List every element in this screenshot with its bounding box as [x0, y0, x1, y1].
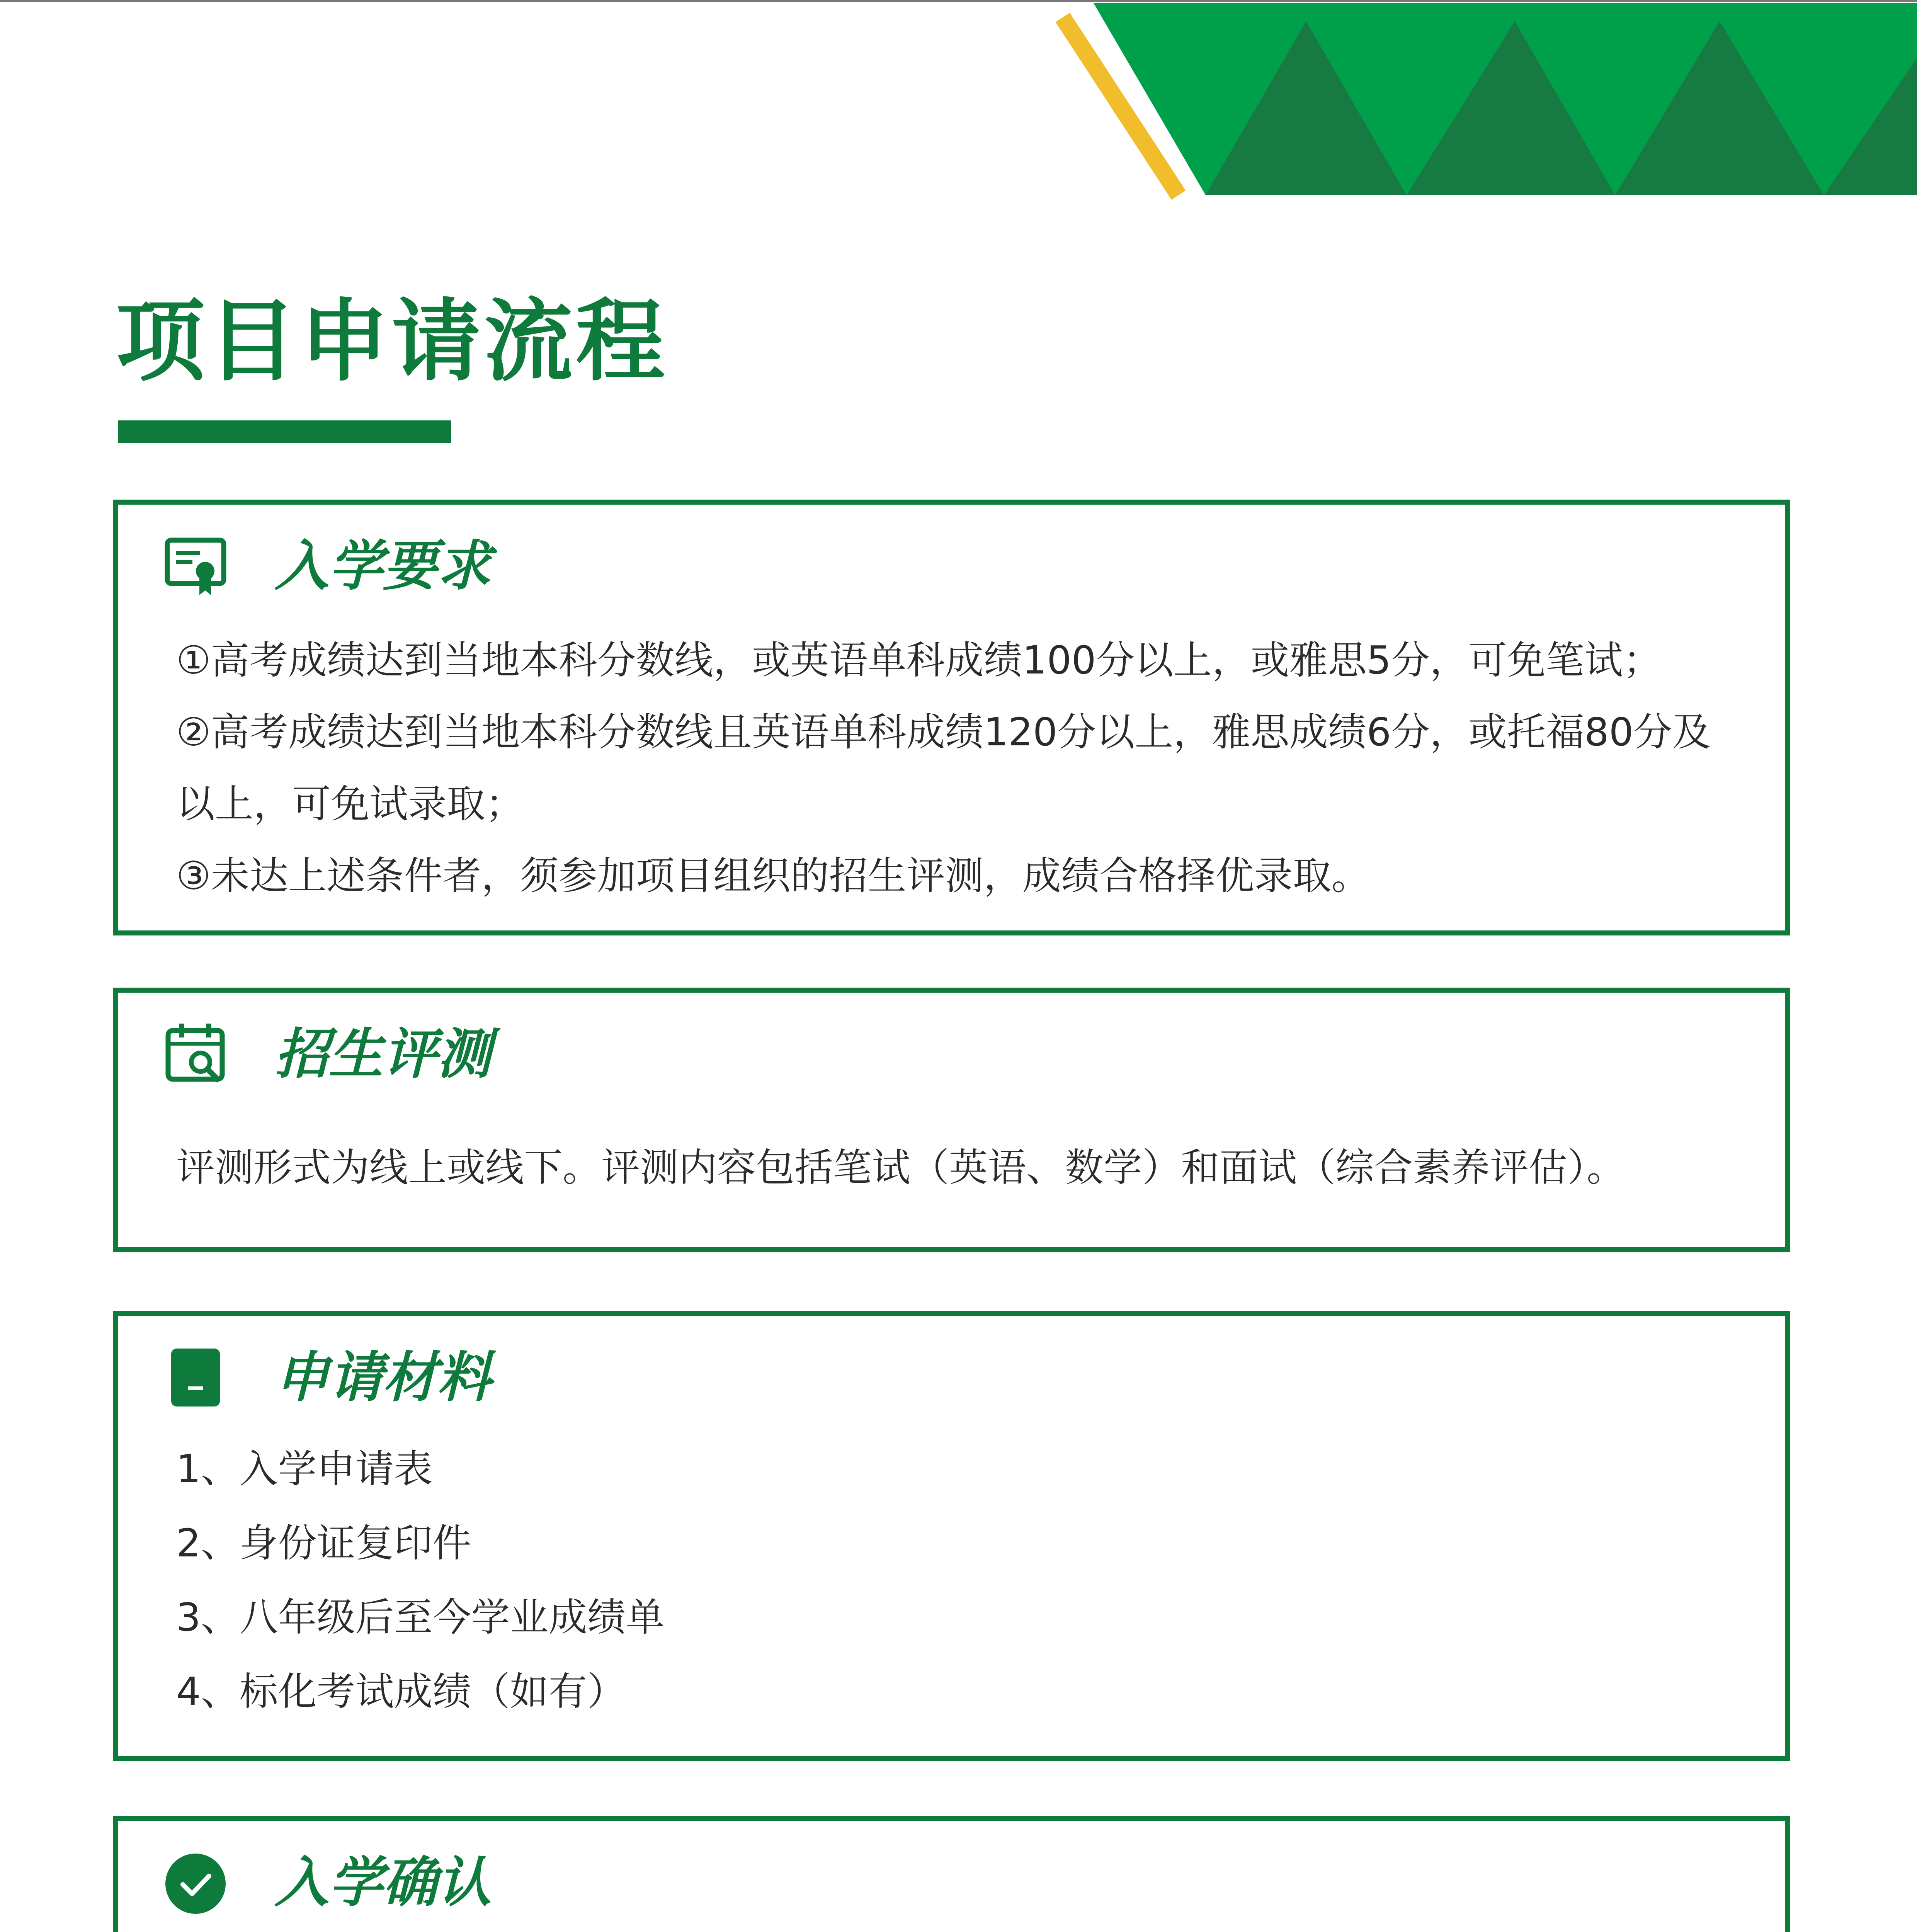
material-item-2: 2、身份证复印件 — [176, 1520, 471, 1566]
section-header — [163, 528, 704, 601]
requirement-line-1: ①高考成绩达到当地本科分数线，或英语单科成绩100分以上，或雅思5分，可免笔试； — [176, 638, 1662, 683]
page-title: 项目申请流程 — [116, 290, 668, 393]
section-title: 入学确认 — [275, 1851, 492, 1914]
material-item-4: 4、标化考试成绩（如有） — [176, 1669, 626, 1714]
section-body — [176, 624, 1738, 912]
requirement-line-2: ②高考成绩达到当地本科分数线且英语单科成绩120分以上，雅思成绩6分，或托福80分及以上，可免试录取； — [176, 709, 1711, 827]
certificate-icon — [163, 532, 228, 598]
document-icon — [163, 1344, 228, 1410]
section-title: 申请材料 — [275, 1346, 492, 1409]
section-body — [176, 1432, 1738, 1729]
top-triangle-decoration — [0, 0, 1917, 201]
top-border-line — [0, 0, 1917, 2]
section-header — [163, 1339, 704, 1413]
assessment-line-1: 评测形式为线上或线下。评测内容包括笔试（英语、数学）和面试（综合素养评估）。 — [176, 1145, 1625, 1190]
section-body — [176, 1132, 1738, 1204]
section-header — [163, 1844, 704, 1918]
section-title: 招生评测 — [275, 1023, 492, 1086]
check-circle-icon — [163, 1849, 228, 1915]
section-header — [163, 1016, 704, 1089]
section-card-admission-confirmation — [113, 1816, 1790, 1932]
title-underline — [118, 420, 451, 443]
section-card-admission-requirements — [113, 500, 1790, 935]
requirement-line-3: ③未达上述条件者，须参加项目组织的招生评测，成绩合格择优录取。 — [176, 853, 1370, 898]
material-item-1: 1、入学申请表 — [176, 1446, 433, 1492]
section-title: 入学要求 — [275, 535, 492, 598]
calendar-search-icon — [163, 1020, 228, 1086]
section-card-application-materials — [113, 1311, 1790, 1761]
material-item-3: 3、八年级后至今学业成绩单 — [176, 1595, 665, 1640]
section-card-admission-assessment — [113, 988, 1790, 1252]
